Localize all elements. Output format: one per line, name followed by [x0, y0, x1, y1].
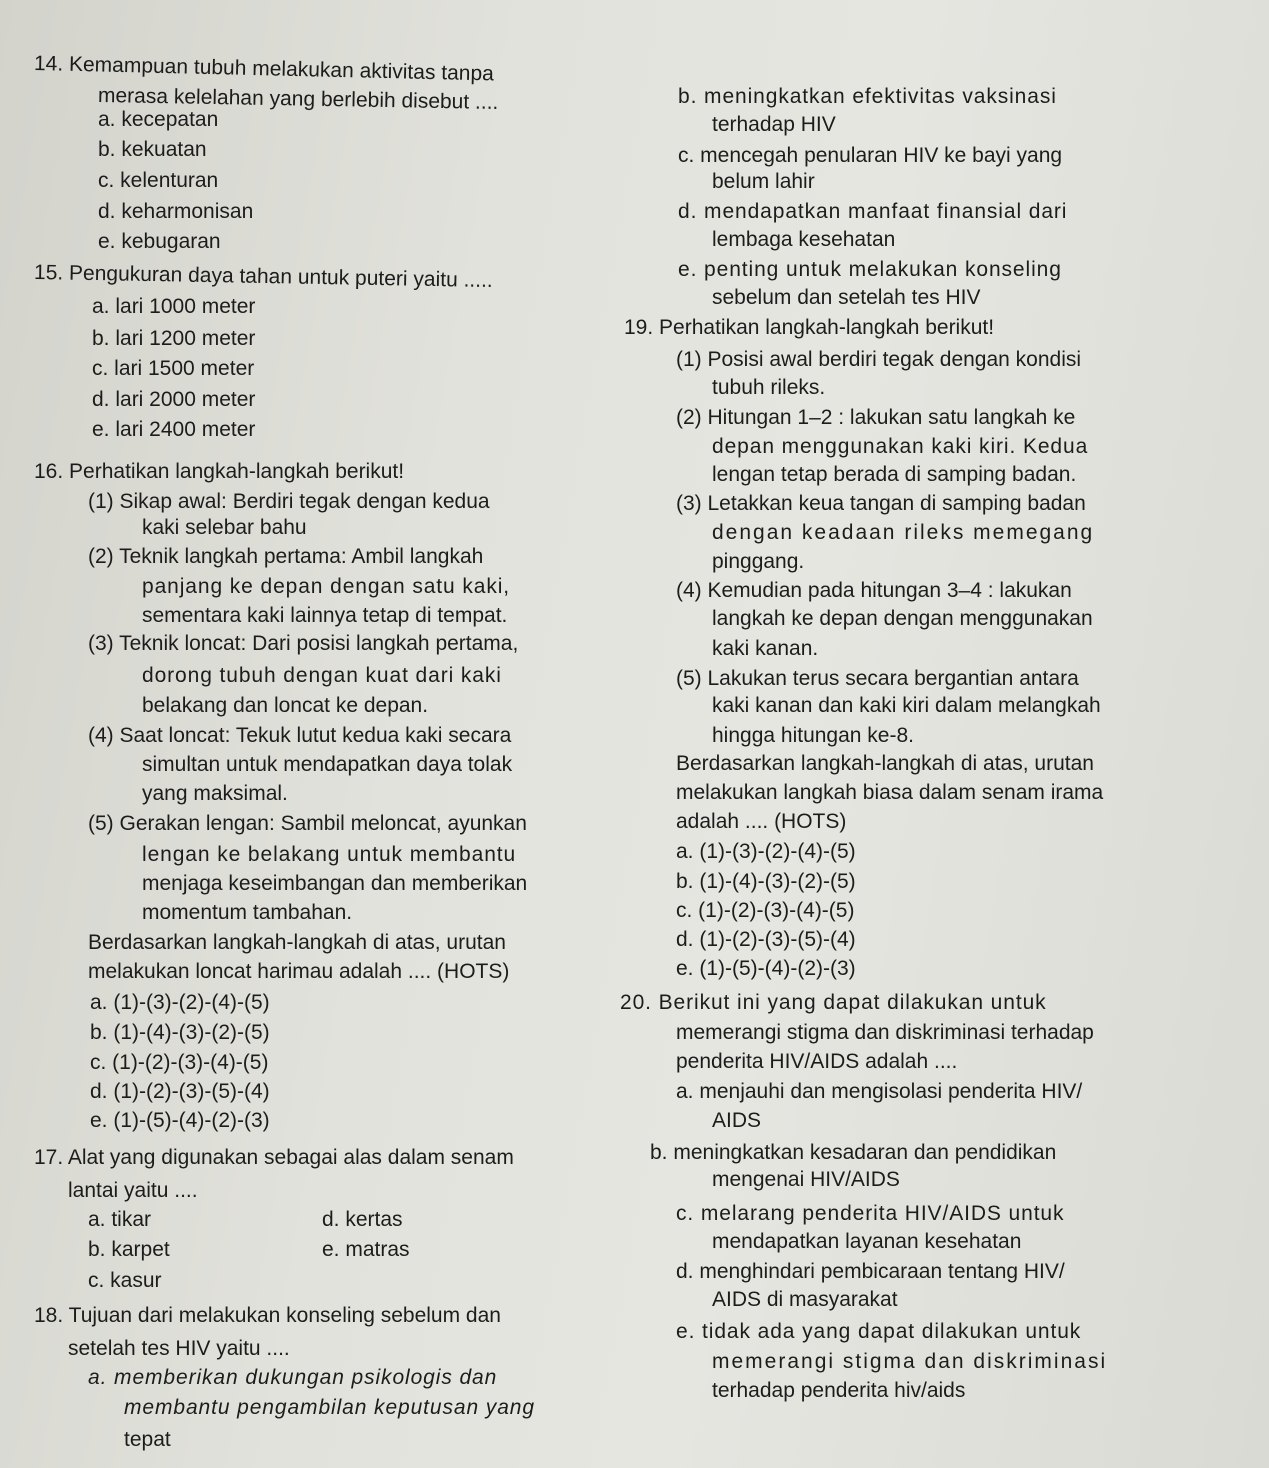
- q16-step-3: (3) Teknik loncat: Dari posisi langkah pertama,: [88, 632, 519, 655]
- q16-step-4: (4) Saat loncat: Tekuk lutut kedua kaki secara: [88, 724, 512, 747]
- q17-option-c: c. kasur: [88, 1269, 162, 1292]
- q20-option-c-line1: c. melarang penderita HIV/AIDS untuk: [676, 1202, 1065, 1225]
- q16-prompt-line2: melakukan loncat harimau adalah .... (HOTS): [88, 960, 510, 983]
- q14-stem-line1: 14. Kemampuan tubuh melakukan aktivitas tanpa: [33, 52, 495, 86]
- q19-option-b: b. (1)-(4)-(3)-(2)-(5): [676, 870, 856, 893]
- q18-stem-line1: 18. Tujuan dari melakukan konseling sebelum dan: [34, 1304, 501, 1327]
- q16-option-a: a. (1)-(3)-(2)-(4)-(5): [90, 991, 270, 1014]
- q16-option-b: b. (1)-(4)-(3)-(2)-(5): [90, 1021, 270, 1044]
- q18-option-a-line2: membantu pengambilan keputusan yang: [124, 1396, 535, 1419]
- q17-option-d: d. kertas: [322, 1208, 403, 1231]
- q16-option-e: e. (1)-(5)-(4)-(2)-(3): [90, 1109, 270, 1132]
- q16-option-d: d. (1)-(2)-(3)-(5)-(4): [90, 1080, 270, 1103]
- q19-step-1-cont: tubuh rileks.: [712, 376, 826, 399]
- q19-step-3: (3) Letakkan keua tangan di samping badan: [676, 492, 1086, 515]
- q15-option-b: b. lari 1200 meter: [92, 327, 256, 350]
- q18-option-d-line1: d. mendapatkan manfaat finansial dari: [678, 200, 1068, 223]
- q16-step-5-cont2: menjaga keseimbangan dan memberikan: [142, 872, 528, 895]
- q14-option-a: a. kecepatan: [98, 108, 219, 131]
- q16-step-5: (5) Gerakan lengan: Sambil meloncat, ayunkan: [88, 812, 527, 835]
- q18-option-b-line2: terhadap HIV: [712, 113, 836, 136]
- q16-prompt-line1: Berdasarkan langkah-langkah di atas, urutan: [88, 931, 506, 954]
- q16-step-2: (2) Teknik langkah pertama: Ambil langkah: [88, 545, 484, 568]
- q14-option-b: b. kekuatan: [98, 138, 207, 161]
- q17-stem-line2: lantai yaitu ....: [68, 1179, 198, 1202]
- q17-stem-line1: 17. Alat yang digunakan sebagai alas dalam senam: [34, 1146, 514, 1169]
- q19-prompt-line3: adalah .... (HOTS): [676, 810, 847, 833]
- q15-stem: 15. Pengukuran daya tahan untuk puteri yaitu .....: [33, 261, 493, 293]
- q16-step-1-cont: kaki selebar bahu: [142, 516, 307, 539]
- q15-option-a: a. lari 1000 meter: [92, 295, 256, 318]
- q16-step-3-cont2: belakang dan loncat ke depan.: [142, 694, 429, 717]
- q18-option-c-line1: c. mencegah penularan HIV ke bayi yang: [678, 144, 1063, 167]
- q16-option-c: c. (1)-(2)-(3)-(4)-(5): [90, 1051, 269, 1074]
- q19-step-5: (5) Lakukan terus secara bergantian antara: [676, 667, 1079, 690]
- q15-option-c: c. lari 1500 meter: [92, 357, 255, 380]
- q20-option-c-line2: mendapatkan layanan kesehatan: [712, 1230, 1022, 1253]
- q19-step-1: (1) Posisi awal berdiri tegak dengan kondisi: [676, 348, 1082, 371]
- q18-option-b-line1: b. meningkatkan efektivitas vaksinasi: [678, 85, 1057, 108]
- q18-option-a-line3: tepat: [124, 1428, 171, 1451]
- q14-option-c: c. kelenturan: [98, 169, 219, 192]
- q17-option-a: a. tikar: [88, 1208, 152, 1231]
- q20-option-e-line1: e. tidak ada yang dapat dilakukan untuk: [676, 1320, 1082, 1343]
- q20-stem-line3: penderita HIV/AIDS adalah ....: [676, 1050, 958, 1073]
- q17-option-e: e. matras: [322, 1238, 410, 1261]
- q19-step-5-cont1: kaki kanan dan kaki kiri dalam melangkah: [712, 694, 1101, 717]
- q16-step-3-cont1: dorong tubuh dengan kuat dari kaki: [142, 664, 502, 687]
- q18-option-d-line2: lembaga kesehatan: [712, 228, 896, 251]
- q19-option-e: e. (1)-(5)-(4)-(2)-(3): [676, 957, 856, 980]
- q16-stem: 16. Perhatikan langkah-langkah berikut!: [34, 460, 405, 483]
- q19-step-3-cont2: pinggang.: [712, 550, 805, 573]
- q14-option-e: e. kebugaran: [98, 230, 221, 253]
- q14-option-d: d. keharmonisan: [98, 200, 254, 223]
- q17-option-b: b. karpet: [88, 1238, 170, 1261]
- q20-option-e-line2: memerangi stigma dan diskriminasi: [712, 1350, 1108, 1373]
- q18-stem-line2: setelah tes HIV yaitu ....: [68, 1337, 290, 1360]
- q15-option-e: e. lari 2400 meter: [92, 418, 256, 441]
- q20-option-d-line1: d. menghindari pembicaraan tentang HIV/: [676, 1260, 1065, 1283]
- q20-stem-line1: 20. Berikut ini yang dapat dilakukan untuk: [620, 991, 1047, 1014]
- q16-step-4-cont2: yang maksimal.: [142, 782, 288, 805]
- q20-option-a-line1: a. menjauhi dan mengisolasi penderita HIV/: [676, 1080, 1083, 1103]
- q16-step-2-cont1: panjang ke depan dengan satu kaki,: [142, 575, 511, 598]
- q20-option-e-line3: terhadap penderita hiv/aids: [712, 1379, 966, 1402]
- q19-option-c: c. (1)-(2)-(3)-(4)-(5): [676, 899, 855, 922]
- q19-step-4-cont2: kaki kanan.: [712, 637, 819, 660]
- q19-step-4-cont1: langkah ke depan dengan menggunakan: [712, 607, 1093, 630]
- q20-option-b-line2: mengenai HIV/AIDS: [712, 1168, 900, 1191]
- q18-option-a-line1: a. memberikan dukungan psikologis dan: [88, 1366, 498, 1389]
- q16-step-5-cont3: momentum tambahan.: [142, 901, 353, 924]
- q20-option-d-line2: AIDS di masyarakat: [712, 1288, 898, 1311]
- q18-option-e-line1: e. penting untuk melakukan konseling: [678, 258, 1062, 281]
- q14-stem-line2: merasa kelelahan yang berlebih disebut ....: [97, 84, 499, 114]
- q18-option-c-line2: belum lahir: [712, 170, 815, 193]
- q16-step-2-cont2: sementara kaki lainnya tetap di tempat.: [142, 604, 508, 627]
- q19-option-a: a. (1)-(3)-(2)-(4)-(5): [676, 840, 856, 863]
- q20-option-b-line1: b. meningkatkan kesadaran dan pendidikan: [650, 1141, 1057, 1164]
- q19-step-2-cont2: lengan tetap berada di samping badan.: [712, 463, 1077, 486]
- q16-step-4-cont1: simultan untuk mendapatkan daya tolak: [142, 753, 513, 776]
- q19-stem: 19. Perhatikan langkah-langkah berikut!: [624, 316, 995, 339]
- q19-step-5-cont2: hingga hitungan ke-8.: [712, 724, 914, 747]
- q20-stem-line2: memerangi stigma dan diskriminasi terhadap: [676, 1021, 1094, 1044]
- q19-prompt-line2: melakukan langkah biasa dalam senam irama: [676, 781, 1104, 804]
- q19-prompt-line1: Berdasarkan langkah-langkah di atas, urutan: [676, 752, 1094, 775]
- q19-option-d: d. (1)-(2)-(3)-(5)-(4): [676, 928, 856, 951]
- q19-step-4: (4) Kemudian pada hitungan 3–4 : lakukan: [676, 579, 1072, 602]
- q15-option-d: d. lari 2000 meter: [92, 388, 256, 411]
- q19-step-3-cont1: dengan keadaan rileks memegang: [712, 521, 1095, 544]
- q18-option-e-line2: sebelum dan setelah tes HIV: [712, 286, 981, 309]
- q19-step-2-cont1: depan menggunakan kaki kiri. Kedua: [712, 435, 1089, 458]
- q19-step-2: (2) Hitungan 1–2 : lakukan satu langkah ke: [676, 406, 1076, 429]
- q16-step-5-cont1: lengan ke belakang untuk membantu: [142, 843, 517, 866]
- q20-option-a-line2: AIDS: [712, 1109, 762, 1132]
- q16-step-1: (1) Sikap awal: Berdiri tegak dengan kedua: [88, 490, 490, 513]
